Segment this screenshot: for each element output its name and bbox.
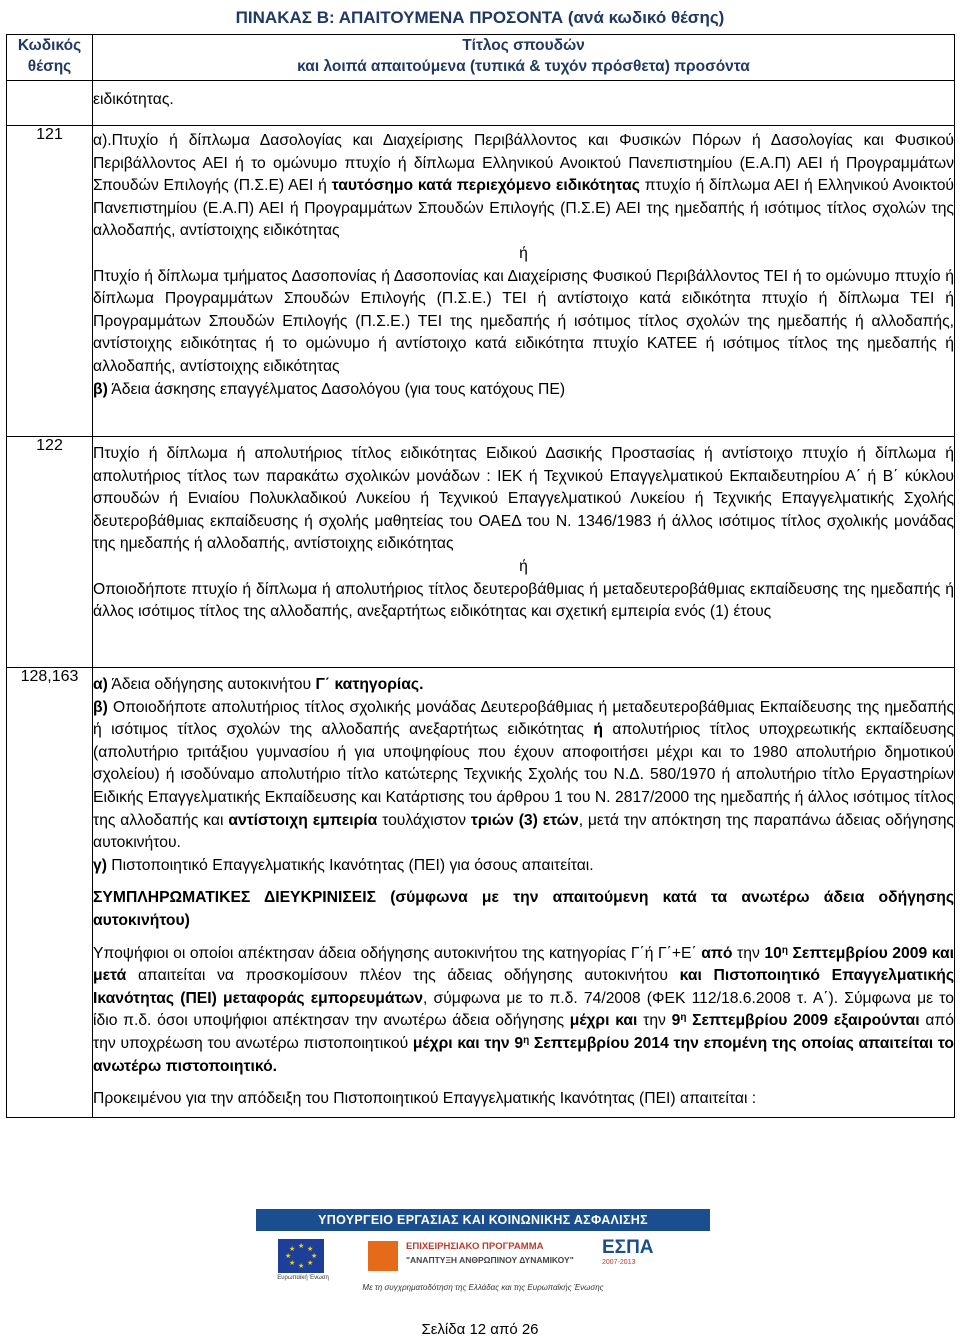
text-span-bold: β) bbox=[93, 698, 108, 716]
text-span-bold: 9 bbox=[671, 1012, 681, 1030]
row-paragraph: Πτυχίο ή δίπλωμα τμήματος Δασοπονίας ή Δασοπονίας και Διαχείρισης Φυσικού Περιβάλλοντος ΤΕΙ ή το ομώνυμο πτυχίο ή δίπλωμα Προγραμμάτων Σπουδών Επιλογής (Π.Σ.Ε.) ΤΕΙ ή αντίστοιχο κατά ειδικότητα πτυχίο ή δίπλωμα ΤΕΙ ή Προγραμμάτων Σπουδών Επιλογής (Π.Σ.Ε.) ΤΕΙ της ημεδαπής ή ισότιμος τίτλος σχολών της ημεδαπής ή αλλοδαπής, αντίστοιχης ειδικότητας ή το ομώνυμο ή αντίστοιχο κατά ειδικότητα πτυχίο ΚΑΤΕΕ ή ισότιμος τίτλος της ημεδαπής ή αλλοδαπής, αντίστοιχης ειδικότητας bbox=[93, 267, 954, 375]
text-span: , σύμφωνα με το π.δ. 74/2008 (ΦΕΚ 112/18.6.2008 τ. Α΄). Σύμφωνα με το ίδιο π.δ. όσοι υποψήφιοι απέκτησαν την ανωτέρω άδεια οδήγησης bbox=[93, 989, 954, 1030]
row-code: 121 bbox=[7, 126, 93, 437]
espa-years: 2007-2013 bbox=[602, 1259, 636, 1266]
row-paragraph bbox=[93, 130, 954, 243]
text-span-bold: β) bbox=[93, 380, 108, 398]
text-span-bold: από bbox=[701, 944, 733, 962]
superscript: η bbox=[680, 1012, 687, 1024]
page-title: ΠΙΝΑΚΑΣ Β: ΑΠΑΙΤΟΥΜΕΝΑ ΠΡΟΣΟΝΤΑ (ανά κωδικό θέσης) bbox=[235, 8, 725, 27]
programme-line2: "ΑΝΑΠΤΥΞΗ ΑΝΘΡΩΠΙΝΟΥ ΔΥΝΑΜΙΚΟΥ" bbox=[406, 1255, 574, 1265]
text-span-bold: τριών (3) ετών bbox=[470, 811, 579, 829]
text-span-bold: αντίστοιχη εμπειρία bbox=[228, 811, 378, 829]
eu-caption: Ευρωπαϊκή Ένωση bbox=[277, 1275, 329, 1281]
supplementary-heading: ΣΥΜΠΛΗΡΩΜΑΤΙΚΕΣ ΔΙΕΥΚΡΙΝΙΣΕΙΣ (σύμφωνα με την απαιτούμενη κατά τα ανωτέρω άδεια οδήγησης αυτοκινήτου) bbox=[93, 889, 954, 929]
header-title-line2: και λοιπά απαιτούμενα (τυπικά & τυχόν πρόσθετα) προσόντα bbox=[297, 58, 750, 75]
text-span: από την υποχρέωση του ανωτέρω πιστοποιητικού bbox=[93, 1012, 954, 1052]
text-span-bold: γ) bbox=[93, 856, 107, 874]
header-code-line1: Κωδικός bbox=[17, 37, 82, 54]
text-span: Υποψήφιοι οι οποίοι απέκτησαν άδεια οδήγησης αυτοκινήτου της κατηγορίας Γ΄ή Γ΄+Ε΄ bbox=[93, 944, 702, 962]
table-header-row bbox=[7, 35, 955, 81]
programme-line1: ΕΠΙΧΕΙΡΗΣΙΑΚΟ ΠΡΟΓΡΑΜΜΑ bbox=[406, 1241, 544, 1252]
text-span: Οποιοδήποτε απολυτήριος τίτλος σχολικής μονάδας Δευτεροβάθμιας ή μεταδευτεροβάθμιας Εκπαίδευσης της ημεδαπής ή ισότιμος τίτλος σχολών της αλλοδαπής ανεξαρτήτως ειδικότητας bbox=[93, 698, 954, 739]
row-text bbox=[93, 126, 955, 437]
eu-flag-icon: ★ ★ ★ ★ ★ ★ ★ ★ bbox=[278, 1239, 324, 1273]
programme-logo-icon bbox=[368, 1241, 398, 1271]
header-title bbox=[93, 35, 955, 81]
text-span-bold: Σεπτεμβρίου 2009 και μετά bbox=[93, 944, 954, 985]
text-span-bold: ή bbox=[593, 721, 603, 739]
or-separator: ή bbox=[519, 244, 528, 262]
requirements-table bbox=[6, 34, 955, 1118]
row-text bbox=[93, 81, 955, 126]
or-separator: ή bbox=[519, 557, 528, 575]
row-paragraph bbox=[93, 379, 954, 402]
text-span: απαιτείται να προσκομίσουν πλέον της άδειας οδήγησης αυτοκινήτου bbox=[126, 967, 680, 985]
row-paragraph: Πτυχίο ή δίπλωμα ή απολυτήριος τίτλος ειδικότητας Ειδικού Δασικής Προστασίας ή αντίστοιχο πτυχίο ή δίπλωμα ή απολυτήριος τίτλος των παρακάτω σχολικών μονάδων : ΙΕΚ ή Τεχνικού Επαγγελματικού Εκπαιδευτηρίου Α΄ ή Β΄ κύκλου σπουδών ή Ενιαίου Πολυκλαδικού Λυκείου ή Τεχνικού Επαγγελματικού Λυκείου ή Τεχνικής Επαγγελματικής Σχολής δευτεροβάθμιας εκπαίδευσης ή σχολής μαθητείας του ΟΑΕΔ του Ν. 1346/1983 ή άλλος ισότιμος τίτλος σχολικής μονάδας της ημεδαπής ή αλλοδαπής, αντίστοιχης ειδικότητας bbox=[93, 445, 954, 553]
ministry-bar: ΥΠΟΥΡΓΕΙΟ ΕΡΓΑΣΙΑΣ ΚΑΙ ΚΟΙΝΩΝΙΚΗΣ ΑΣΦΑΛΙΣΗΣ bbox=[256, 1209, 710, 1231]
superscript: η bbox=[523, 1034, 530, 1046]
text-span-bold: μέχρι και την 9 bbox=[412, 1034, 524, 1052]
table-row bbox=[7, 81, 955, 126]
header-title-line1: Τίτλος σπουδών bbox=[462, 37, 585, 54]
row-paragraph: Οποιοδήποτε πτυχίο ή δίπλωμα ή απολυτήριος τίτλος δευτεροβάθμιας ή μεταδευτεροβάθμιας εκπαίδευσης της ημεδαπής ή άλλος ισότιμος τίτλος της αλλοδαπής, ανεξαρτήτως ειδικότητας και σχετική εμπειρία ενός (1) έτους bbox=[93, 580, 954, 621]
row-paragraph bbox=[93, 697, 954, 855]
text-span: Άδεια οδήγησης αυτοκινήτου bbox=[107, 676, 316, 693]
text-span: την bbox=[732, 944, 765, 962]
cofinancing-motto: Με τη συγχρηματοδότηση της Ελλάδας και της Ευρωπαϊκής Ένωσης bbox=[362, 1283, 604, 1292]
row-paragraph bbox=[93, 943, 954, 1079]
row-text bbox=[93, 437, 955, 668]
espa-logo bbox=[602, 1237, 690, 1281]
operational-programme-logo bbox=[368, 1239, 578, 1279]
espa-text: ΕΣΠΑ bbox=[602, 1237, 654, 1258]
funding-banner bbox=[256, 1209, 710, 1300]
text-span-bold: μέχρι και bbox=[569, 1012, 638, 1030]
text-span: τουλάχιστον bbox=[377, 811, 471, 829]
row-text bbox=[93, 668, 955, 1118]
row-code: 128,163 bbox=[7, 668, 93, 1118]
row-paragraph bbox=[93, 855, 954, 878]
header-code bbox=[7, 35, 93, 81]
superscript: η bbox=[781, 944, 788, 956]
text-span: την bbox=[637, 1012, 672, 1030]
text-span: α).Πτυχίο ή δίπλωμα Δασολογίας και Διαχείρισης Περιβάλλοντος και Φυσικών Πόρων ή Δασολογίας και Φυσικού Περιβάλλοντος ΑΕΙ ή το ομώνυμο πτυχίο ή δίπλωμα Ελληνικού Ανοικτού Πανεπιστημίου (Ε.Α.Π) ΑΕΙ ή Προγραμμάτων Σπουδών Επιλογής (Π.Σ.Ε) ΑΕΙ ή bbox=[93, 132, 954, 195]
text-span: απολυτήριος τίτλος υποχρεωτικής εκπαίδευσης (απολυτήριο τριτάξιου γυμνασίου ή για υποψηφίους που έχουν αποφοιτήσει μέχρι και το 1980 απολυτήριο δημοτικού σχολείου) ή ισοδύναμο απολυτήριο τίτλο κατώτερης Τεχνικής Σχολής του Ν.Δ. 580/1970 ή απολυτήριο τίτλο Εργαστηρίων Ειδικής Επαγγελματικής Εκπαίδευσης και Κατάρτισης του άρθρου 1 του Ν. 2817/2000 της ημεδαπής ή άλλος ισότιμος τίτλος της αλλοδαπής και bbox=[93, 721, 955, 829]
table-row bbox=[7, 668, 955, 1118]
banner-logos bbox=[256, 1231, 710, 1300]
text-span: Πιστοποιητικό Επαγγελματικής Ικανότητας (ΠΕΙ) για όσους απαιτείται. bbox=[106, 856, 594, 874]
row-paragraph: Προκειμένου για την απόδειξη του Πιστοποιητικού Επαγγελματικής Ικανότητας (ΠΕΙ) απαιτείται : bbox=[93, 1090, 757, 1108]
text-span-bold: α) bbox=[93, 676, 108, 693]
text-span: Άδεια άσκησης επαγγέλματος Δασολόγου (για τους κατόχους ΠΕ) bbox=[107, 380, 566, 398]
text-span-bold: και Πιστοποιητικό Επαγγελματικής Ικανότητας (ΠΕΙ) μεταφοράς εμπορευμάτων bbox=[93, 967, 954, 1007]
table-row bbox=[7, 126, 955, 437]
header-code-line2: θέσης bbox=[27, 58, 72, 75]
text-span-bold: Γ΄ κατηγορίας. bbox=[315, 676, 424, 693]
row-code: 122 bbox=[7, 437, 93, 668]
text-span-bold: Σεπτεμβρίου 2009 εξαιρούνται bbox=[686, 1012, 920, 1030]
row-code bbox=[7, 81, 93, 126]
text-span: , μετά την απόκτηση της παραπάνω άδειας οδήγησης αυτοκινήτου. bbox=[93, 811, 954, 852]
row-paragraph bbox=[93, 674, 954, 697]
table-row bbox=[7, 437, 955, 668]
page-number: Σελίδα 12 από 26 bbox=[421, 1321, 539, 1338]
text-span-bold: ταυτόσημο κατά περιεχόμενο ειδικότητας bbox=[331, 177, 640, 195]
text-span-bold: Σεπτεμβρίου 2014 την επομένη της οποίας απαιτείται το ανωτέρω πιστοποιητικό. bbox=[93, 1034, 954, 1075]
row-paragraph: ειδικότητας. bbox=[93, 91, 174, 108]
text-span: πτυχίο ή δίπλωμα ΑΕΙ ή Ελληνικού Ανοικτού Πανεπιστημίου (Ε.Α.Π) ΑΕΙ ή Προγραμμάτων Σπουδών Επιλογής (Π.Σ.Ε) ΑΕΙ της ημεδαπής ή ισότιμος τίτλος σχολών της αλλοδαπής, αντίστοιχης ειδικότητας bbox=[93, 177, 955, 240]
text-span-bold: 10 bbox=[764, 944, 782, 962]
